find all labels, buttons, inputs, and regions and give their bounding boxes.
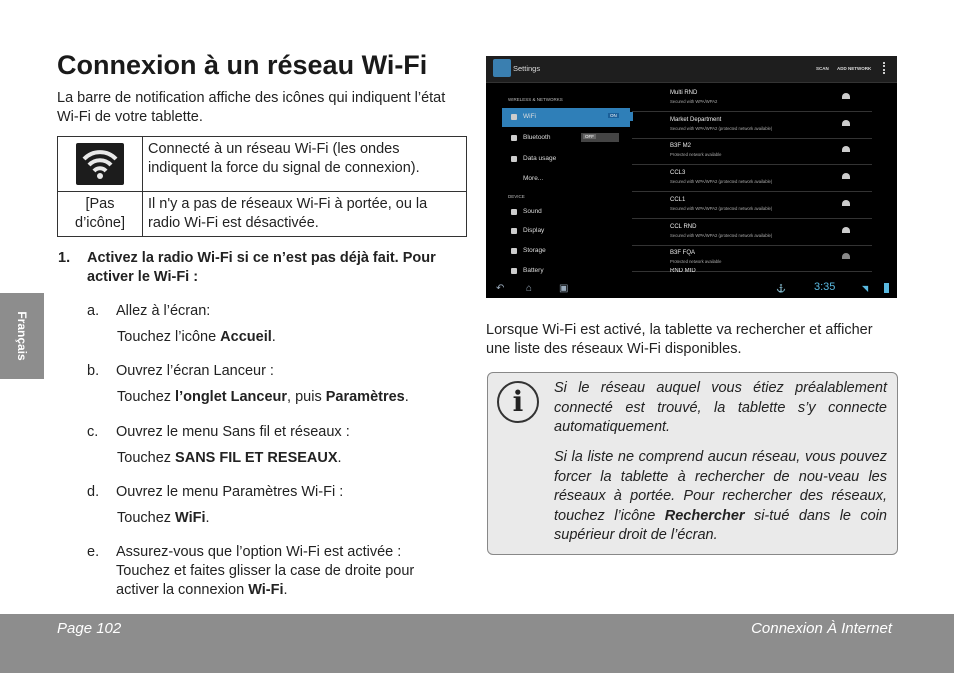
substep-text: Ouvrez le menu Sans fil et réseaux : [116,424,350,440]
substep-detail: Touchez l’onglet Lanceur, puis Paramètres. [117,389,409,405]
network-list [632,82,880,274]
list-item[interactable] [632,192,872,219]
note-box [487,372,898,555]
wifi-toggle[interactable] [581,112,633,121]
substep-letter: a. [87,303,100,319]
app-title: Settings [513,64,541,73]
network-name: CCL RND [670,224,697,230]
sidebar-item-bluetooth[interactable] [502,129,630,148]
sound-icon [511,209,517,215]
network-name: RND MID [670,268,696,274]
substep-detail: Touchez SANS FIL ET RESEAUX. [117,450,342,466]
wifi-lock-icon [842,200,850,206]
overflow-menu-icon[interactable] [883,62,887,74]
status-clock: 3:35 [814,281,836,293]
wifi-lock-icon [842,227,850,233]
side-tab-label: Français [15,311,29,361]
step-number: 1. [58,250,71,266]
network-status: Protected network available [670,152,722,157]
settings-app-icon [493,59,511,77]
icon-table [57,136,467,237]
network-status: Secured with WPA/WPA2 [670,99,718,104]
sidebar-item-label: Sound [523,208,542,215]
intro-text: La barre de notification affiche des icônes qui indiquent l’état Wi-Fi de votre tablette. [57,90,446,125]
info-icon: i [497,381,539,423]
note-paragraph: Si la liste ne comprend aucun réseau, vous pouvez forcer la tablette à rechercher de nou-veau les réseaux à portée. Pour rechercher des réseaux, touchez l’icône Rechercher si-tué dans le coin supérieur droit de l’écran. [554,449,887,543]
wifi-status-icon: ◥ [862,284,869,293]
sidebar-item-label: Battery [523,267,544,274]
table-row [58,192,467,237]
sidebar-item-wifi[interactable] [502,108,630,127]
network-name: B3F FQA [670,250,696,256]
section-name: Connexion À Internet [751,620,892,637]
substep-text: Allez à l’écran: [116,303,211,319]
settings-screenshot [486,56,897,298]
wifi-icon [511,114,517,120]
wifi-icon [842,146,850,152]
network-name: B3F M2 [670,143,692,149]
scan-button[interactable]: SCAN [816,66,829,71]
table-cell: Connecté à un réseau Wi-Fi (les ondes indiquent la force du signal de connexion). [143,137,467,192]
sidebar-item-sound[interactable] [502,203,630,222]
wifi-lock-icon [842,120,850,126]
substep-detail: Touchez WiFi. [117,510,210,526]
after-screenshot-text: Lorsque Wi-Fi est activé, la tablette va rechercher et afficher une liste des réseaux Wi-Fi disponibles. [486,322,873,357]
wifi-icon [842,253,850,259]
sidebar-item-display[interactable] [502,222,630,241]
list-item[interactable] [632,138,872,165]
substep-letter: c. [87,424,99,440]
substep-detail: Touchez l’icône Accueil. [117,329,276,345]
substep-text: Ouvrez le menu Paramètres Wi-Fi : [116,484,344,500]
section-header: DEVICE [508,194,525,199]
table-cell: Il n'y a pas de réseaux Wi-Fi à portée, ou la radio Wi-Fi est désactivée. [143,192,467,237]
page-title: Connexion à un réseau Wi-Fi [57,50,428,80]
battery-icon [511,268,517,274]
step-text: Activez la radio Wi-Fi si ce n’est pas déjà fait. Pour activer le Wi-Fi : [87,250,436,285]
substep-text: Assurez-vous que l’option Wi-Fi est activée : [116,544,402,560]
substep-letter: e. [87,544,100,560]
sidebar-item-label: Display [523,227,545,234]
network-status: Secured with WPA/WPA2 (protected network available) [670,126,773,131]
substep-text: activer la connexion Wi-Fi. [116,582,288,598]
substep-text: Touchez et faites glisser la case de droite pour [116,563,415,579]
recent-apps-icon[interactable]: ▣ [559,283,569,294]
substep-text: Ouvrez l’écran Lanceur : [116,363,274,379]
storage-icon [511,248,517,254]
toggle-label: ON [610,113,617,118]
network-name: CCL1 [670,197,686,203]
sidebar-item-label: Data usage [523,155,557,162]
page-footer [0,614,954,673]
data-usage-icon [511,156,517,162]
action-bar [486,56,897,83]
network-status: Secured with WPA/WPA2 (protected network available) [670,233,773,238]
wifi-signal-icon [76,143,124,185]
sidebar-item-label: WiFi [523,113,536,120]
network-status: Protected network available [670,259,722,264]
bluetooth-toggle[interactable] [581,133,619,142]
list-item[interactable] [632,165,872,192]
list-item[interactable] [632,85,872,112]
sidebar-item-data-usage[interactable] [502,150,630,169]
usb-icon: ⚓ [776,284,786,293]
sidebar-item-label: More... [523,175,544,182]
section-header: WIRELESS & NETWORKS [508,97,563,102]
icon-cell [58,137,143,192]
network-name: Market Department [670,117,722,123]
toggle-label: OFF [585,134,594,139]
wifi-lock-icon [842,93,850,99]
sidebar-item-label: Storage [523,247,546,254]
substep-letter: d. [87,484,100,500]
sidebar-item-label: Bluetooth [523,134,551,141]
wifi-lock-icon [842,173,850,179]
bluetooth-icon [511,135,517,141]
network-status: Secured with WPA/WPA2 (protected network available) [670,206,773,211]
list-item[interactable] [632,268,872,274]
home-icon[interactable]: ⌂ [526,283,533,294]
table-row [58,137,467,192]
display-icon [511,228,517,234]
sidebar-item-more[interactable] [502,170,630,189]
side-language-tab [0,293,44,379]
add-network-button[interactable]: ADD NETWORK [837,66,872,71]
list-item[interactable] [632,219,872,246]
substep-letter: b. [87,363,100,379]
list-item[interactable] [632,112,872,139]
battery-status-icon [884,283,889,293]
note-paragraph: Si le réseau auquel vous étiez préalablement connecté est trouvé, la tablette s’y connecte automatiquement. [554,380,887,435]
table-cell: [Pas d’icône] [58,192,143,237]
system-nav-bar [486,278,897,298]
network-name: CCL3 [670,170,686,176]
sidebar-item-storage[interactable] [502,242,630,261]
network-status: Secured with WPA/WPA2 (protected network available) [670,179,773,184]
back-icon[interactable]: ↶ [496,283,505,294]
page-number: Page 102 [57,620,122,637]
network-name: Multi RND [670,90,698,96]
